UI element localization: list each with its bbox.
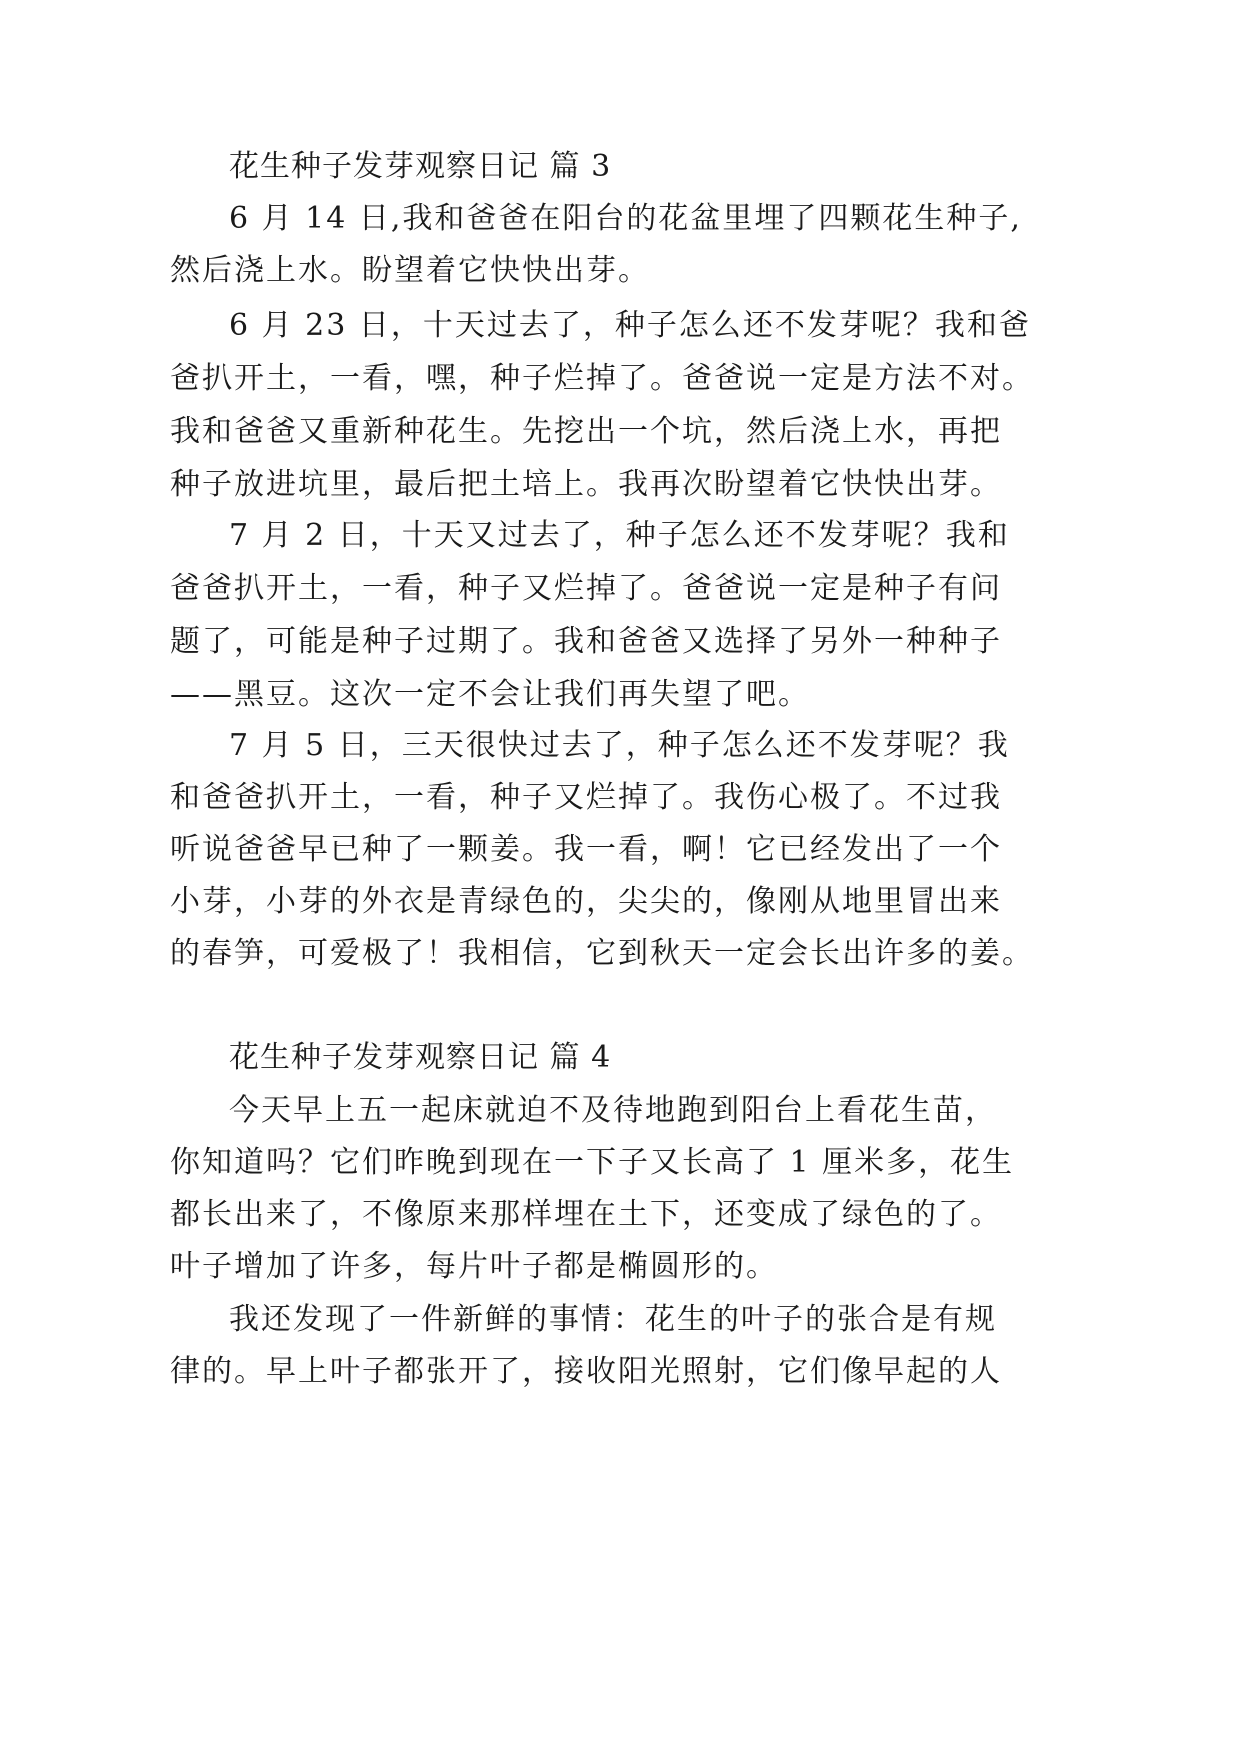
paragraph-line: 的春笋，可爱极了！我相信，它到秋天一定会长出许多的姜。 [170,936,1034,971]
paragraph-line: 今天早上五一起床就迫不及待地跑到阳台上看花生苗， [229,1093,997,1128]
paragraph-line: ——黑豆。这次一定不会让我们再失望了吧。 [170,677,810,712]
paragraph-line: 7 月 2 日，十天又过去了，种子怎么还不发芽呢？我和 [229,518,1010,553]
paragraph-line: 你知道吗？它们昨晚到现在一下子又长高了 1 厘米多，花生 [170,1145,1015,1180]
paragraph-line: 题了，可能是种子过期了。我和爸爸又选择了另外一种种子 [170,624,1002,659]
paragraph-line: 我还发现了一件新鲜的事情：花生的叶子的张合是有规 [229,1302,997,1337]
paragraph-line: 6 月 14 日,我和爸爸在阳台的花盆里埋了四颗花生种子, [229,201,1022,236]
paragraph-line: 我和爸爸又重新种花生。先挖出一个坑，然后浇上水，再把 [170,414,1002,449]
paragraph-line: 然后浇上水。盼望着它快快出芽。 [170,253,650,288]
section-heading: 花生种子发芽观察日记 篇 3 [229,149,612,184]
paragraph-line: 种子放进坑里，最后把土培上。我再次盼望着它快快出芽。 [170,467,1002,502]
paragraph-line: 和爸爸扒开土，一看，种子又烂掉了。我伤心极了。不过我 [170,780,1002,815]
paragraph-line: 听说爸爸早已种了一颗姜。我一看，啊！它已经发出了一个 [170,832,1002,867]
paragraph-line: 都长出来了，不像原来那样埋在土下，还变成了绿色的了。 [170,1197,1002,1232]
section-heading: 花生种子发芽观察日记 篇 4 [229,1040,612,1075]
paragraph-line: 律的。早上叶子都张开了，接收阳光照射，它们像早起的人 [170,1354,1002,1389]
paragraph-line: 叶子增加了许多，每片叶子都是椭圆形的。 [170,1249,778,1284]
paragraph-line: 7 月 5 日，三天很快过去了，种子怎么还不发芽呢？我 [229,728,1010,763]
paragraph-line: 爸扒开土，一看，嘿，种子烂掉了。爸爸说一定是方法不对。 [170,361,1034,396]
paragraph-line: 小芽，小芽的外衣是青绿色的，尖尖的，像刚从地里冒出来 [170,884,1002,919]
paragraph-line: 爸爸扒开土，一看，种子又烂掉了。爸爸说一定是种子有问 [170,571,1002,606]
paragraph-line: 6 月 23 日，十天过去了，种子怎么还不发芽呢？我和爸 [229,308,1031,343]
